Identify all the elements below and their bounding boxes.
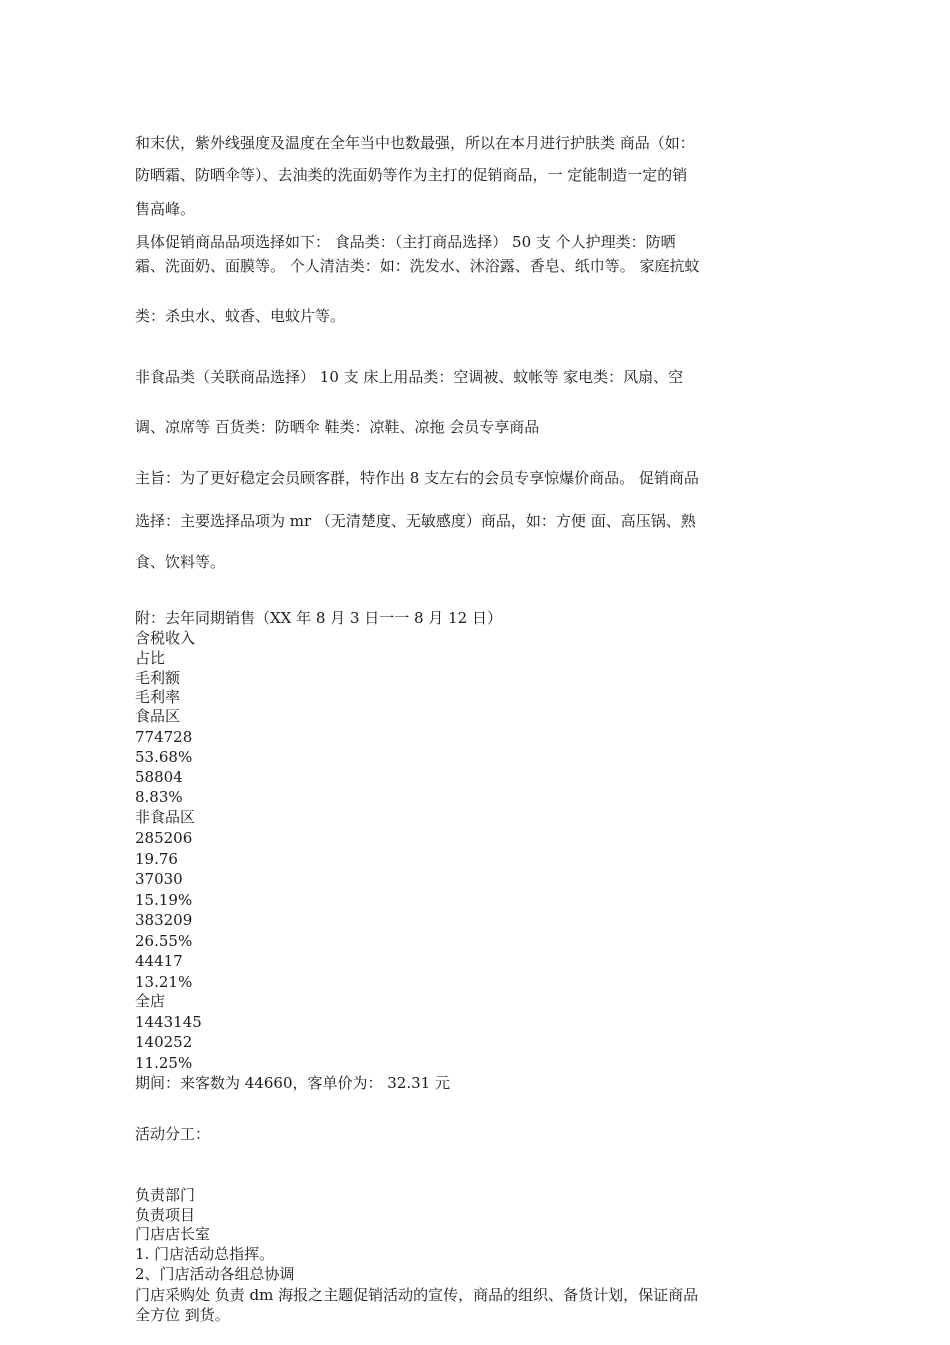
paragraph2-line: 霜、洗面奶、面膜等。 个人清洁类：如：洗发水、沐浴露、香皂、纸巾等。 家庭抗蚊 xyxy=(135,257,700,275)
section-title: 活动分工： xyxy=(135,1125,211,1143)
division-line: 负责项目 xyxy=(135,1206,196,1224)
table-cell: 15.19% xyxy=(135,891,193,909)
paragraph1-line: 售高峰。 xyxy=(135,200,196,218)
table-cell: 19.76 xyxy=(135,850,178,868)
table-cell: 44417 xyxy=(135,952,183,970)
division-line: 门店采购处 负责 dm 海报之主题促销活动的宣传，商品的组织、备货计划，保证商品 xyxy=(135,1286,699,1304)
table-cell: 8.83% xyxy=(135,788,183,806)
table-cell: 285206 xyxy=(135,829,193,847)
table-cell: 58804 xyxy=(135,768,183,786)
division-line: 门店店长室 xyxy=(135,1225,211,1243)
paragraph2-line: 具体促销商品品项选择如下： 食品类：（主打商品选择） 50 支 个人护理类：防晒 xyxy=(135,233,676,251)
table-cell: 140252 xyxy=(135,1033,193,1051)
division-line: 负责部门 xyxy=(135,1186,196,1204)
table-cell: 毛利率 xyxy=(135,688,181,706)
table-cell: 37030 xyxy=(135,870,183,888)
paragraph3-line: 调、凉席等 百货类：防晒伞 鞋类：凉鞋、凉拖 会员专享商品 xyxy=(135,418,540,436)
table-cell: 774728 xyxy=(135,728,193,746)
paragraph1-line: 和末伏，紫外线强度及温度在全年当中也数最强，所以在本月进行护肤类 商品（如： xyxy=(135,134,695,152)
table-cell: 占比 xyxy=(135,649,166,667)
paragraph2-line: 类：杀虫水、蚊香、电蚊片等。 xyxy=(135,307,346,325)
paragraph3-line: 非食品类（关联商品选择） 10 支 床上用品类：空调被、蚊帐等 家电类：风扇、空 xyxy=(135,368,684,386)
table-cell: 非食品区 xyxy=(135,808,196,826)
paragraph4-line: 选择：主要选择品项为 mr （无清楚度、无敏感度）商品，如：方便 面、高压锅、熟 xyxy=(135,512,696,530)
table-cell: 11.25% xyxy=(135,1054,193,1072)
table-footnote: 期间：来客数为 44660，客单价为： 32.31 元 xyxy=(135,1074,450,1092)
table-cell: 毛利额 xyxy=(135,669,181,687)
table-cell: 26.55% xyxy=(135,932,193,950)
paragraph4-line: 主旨：为了更好稳定会员顾客群，特作出 8 支左右的会员专享惊爆价商品。 促销商品 xyxy=(135,469,699,487)
table-cell: 食品区 xyxy=(135,707,181,725)
division-line: 1. 门店活动总指挥。 xyxy=(135,1245,275,1263)
division-line: 全方位 到货。 xyxy=(135,1306,230,1324)
table-cell: 383209 xyxy=(135,911,193,929)
paragraph4-line: 食、饮料等。 xyxy=(135,553,226,571)
table-cell: 含税收入 xyxy=(135,629,196,647)
table-cell: 13.21% xyxy=(135,973,193,991)
table-caption: 附：去年同期销售（XX 年 8 月 3 日一一 8 月 12 日） xyxy=(135,609,502,627)
division-line: 2、门店活动各组总协调 xyxy=(135,1265,295,1283)
paragraph1-line: 防晒霜、防晒伞等）、去油类的洗面奶等作为主打的促销商品，一 定能制造一定的销 xyxy=(135,166,688,184)
table-cell: 1443145 xyxy=(135,1013,202,1031)
table-cell: 53.68% xyxy=(135,748,193,766)
table-cell: 全店 xyxy=(135,992,166,1010)
